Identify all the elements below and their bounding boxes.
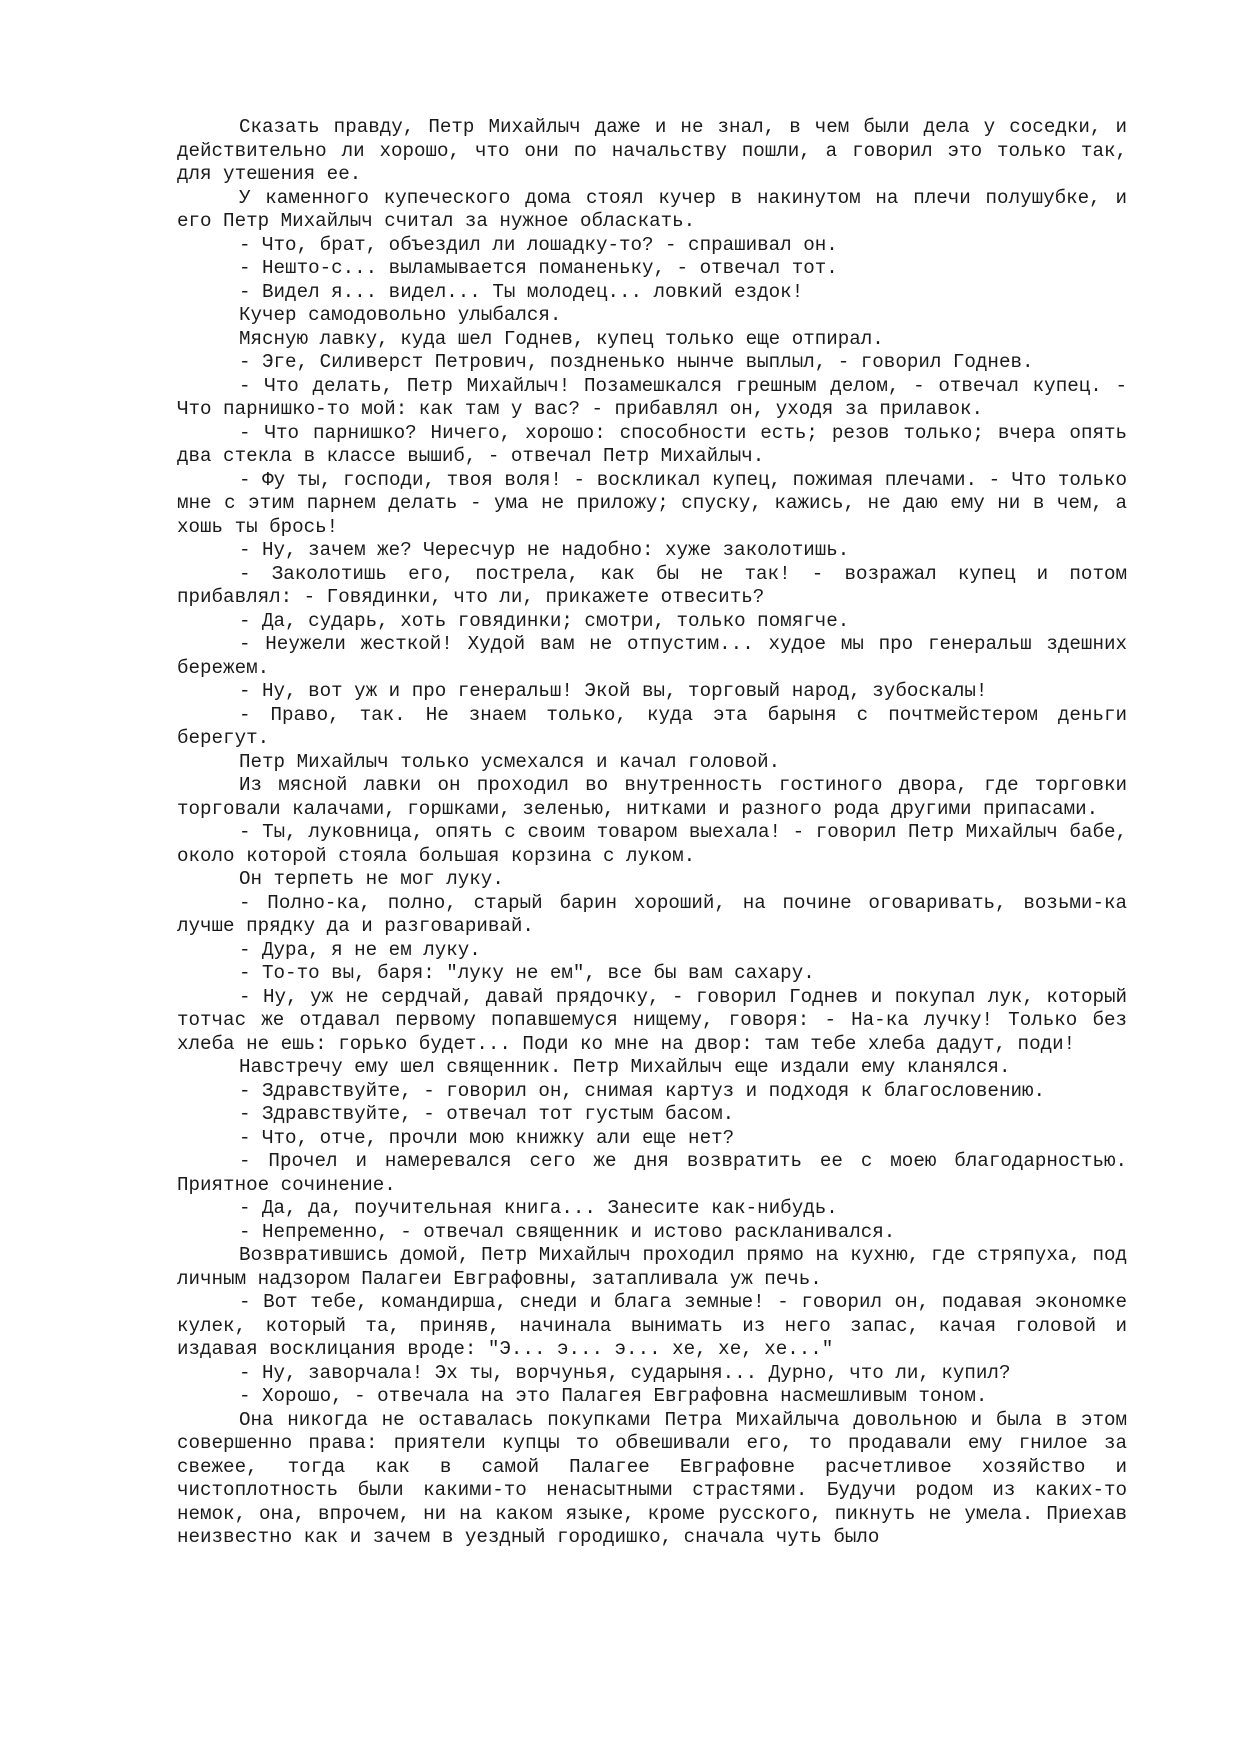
paragraph: - Что делать, Петр Михайлыч! Позамешкался грешным делом, - отвечал купец. - Что парнишко-то мой: как там у вас? - прибавлял он, уходя за прилавок. [177,374,1127,420]
paragraph: - Ты, луковница, опять с своим товаром выехала! - говорил Петр Михайлыч бабе, около которой стояла большая корзина с луком. [177,821,1127,867]
paragraph: Навстречу ему шел священник. Петр Михайлыч еще издали ему кланялся. [239,1056,1011,1078]
paragraph: - Да, сударь, хоть говядинки; смотри, только помягче. [239,609,850,632]
paragraph: - Дура, я не ем луку. [239,938,481,961]
paragraph: - Ну, вот уж и про генеральш! Экой вы, торговый народ, зубоскалы! [239,680,988,702]
paragraph: - Хорошо, - отвечала на это Палагея Евграфовна насмешливым тоном. [239,1385,988,1407]
paragraph: Она никогда не оставалась покупками Петра Михайлыча довольною и была в этом совершенно права: приятели купцы то обвешивали его, то продавали ему гнилое за свежее, тогда как в самой Палагее Евграфовне расчетливое хозяйство и чистоплотность были какими-то ненасытными страстями. Будучи родом из каких-то немок, она, впрочем, ни на каком языке, кроме русского, пикнуть не умела. Приехав неизвестно как и зачем в уездный городишко, сначала чуть было [177,1408,1127,1548]
document-page [177,116,1127,1550]
paragraph: Он терпеть не мог луку. [239,868,504,890]
paragraph: Петр Михайлыч только усмехался и качал головой. [239,750,781,773]
paragraph: - Ну, заворчала! Эх ты, ворчунья, сударыня... Дурно, что ли, купил? [239,1361,1011,1384]
paragraph: Сказать правду, Петр Михайлыч даже и не знал, в чем были дела у соседки, и действительно ли хорошо, что они по начальству пошли, а говорил это только так, для утешения ее. [177,116,1127,185]
paragraph: - Право, так. Не знаем только, куда эта барыня с почтмейстером деньги берегут. [177,703,1127,749]
paragraph: - Что, брат, объездил ли лошадку-то? - спрашивал он. [239,233,838,256]
paragraph: - Ну, зачем же? Чересчур не надобно: хуже заколотишь. [239,539,850,561]
paragraph: - То-то вы, баря: "луку не ем", все бы вам сахару. [239,962,815,984]
paragraph: - Фу ты, господи, твоя воля! - воскликал купец, пожимая плечами. - Что только мне с этим парнем делать - ума не приложу; спуску, кажись, не даю ему ни в чем, а хошь ты брось! [177,468,1127,538]
paragraph: Возвратившись домой, Петр Михайлыч проходил прямо на кухню, где стряпуха, под личным надзором Палагеи Евграфовны, затапливала уж печь. [177,1244,1127,1290]
paragraph: - Что парнишко? Ничего, хорошо: способности есть; резов только; вчера опять два стекла в классе вышиб, - отвечал Петр Михайлыч. [177,421,1127,467]
paragraph: - Прочел и намеревался сего же дня возвратить ее с моею благодарностью. Приятное сочинение. [177,1150,1127,1196]
paragraph: - Да, да, поучительная книга... Занесите как-нибудь. [239,1197,838,1219]
paragraph: - Вот тебе, командирша, снеди и блага земные! - говорил он, подавая экономке кулек, который та, приняв, начинала вынимать из него запас, качая головой и издавая восклицания вроде: "Э... э... э... хе, хе, хе..." [177,1291,1127,1360]
paragraph: У каменного купеческого дома стоял кучер в накинутом на плечи полушубке, и его Петр Михайлыч считал за нужное обласкать. [177,186,1127,232]
paragraph: - Эге, Силиверст Петрович, поздненько нынче выплыл, - говорил Годнев. [239,351,1034,373]
paragraph: Из мясной лавки он проходил во внутренность гостиного двора, где торговки торговали калачами, горшками, зеленью, нитками и разного рода другими припасами. [177,774,1127,820]
paragraph: - Непременно, - отвечал священник и истово раскланивался. [239,1220,896,1243]
paragraph: - Здравствуйте, - говорил он, снимая картуз и подходя к благословению. [239,1079,1046,1102]
paragraph: Кучер самодовольно улыбался. [239,304,562,326]
paragraph: - Нешто-с... выламывается поманеньку, - отвечал тот. [239,257,838,279]
paragraph: - Неужели жесткой! Худой вам не отпустим... худое мы про генеральш здешних бережем. [177,633,1127,679]
paragraph: - Ну, уж не сердчай, давай прядочку, - говорил Годнев и покупал лук, который тотчас же отдавал первому попавшемуся нищему, говоря: - На-ка лучку! Только без хлеба не ешь: горько будет... Поди ко мне на двор: там тебе хлеба дадут, поди! [177,985,1127,1055]
paragraph: - Полно-ка, полно, старый барин хороший, на почине оговаривать, возьми-ка лучше прядку да и разговаривай. [177,891,1127,937]
paragraph: - Что, отче, прочли мою книжку али еще нет? [239,1126,735,1149]
paragraph: - Видел я... видел... Ты молодец... ловкий ездок! [239,280,804,303]
paragraph: - Здравствуйте, - отвечал тот густым басом. [239,1103,735,1125]
paragraph: - Заколотишь его, пострела, как бы не так! - возражал купец и потом прибавлял: - Говядинки, что ли, прикажете отвесить? [177,562,1127,608]
paragraph: Мясную лавку, куда шел Годнев, купец только еще отпирал. [239,327,884,350]
